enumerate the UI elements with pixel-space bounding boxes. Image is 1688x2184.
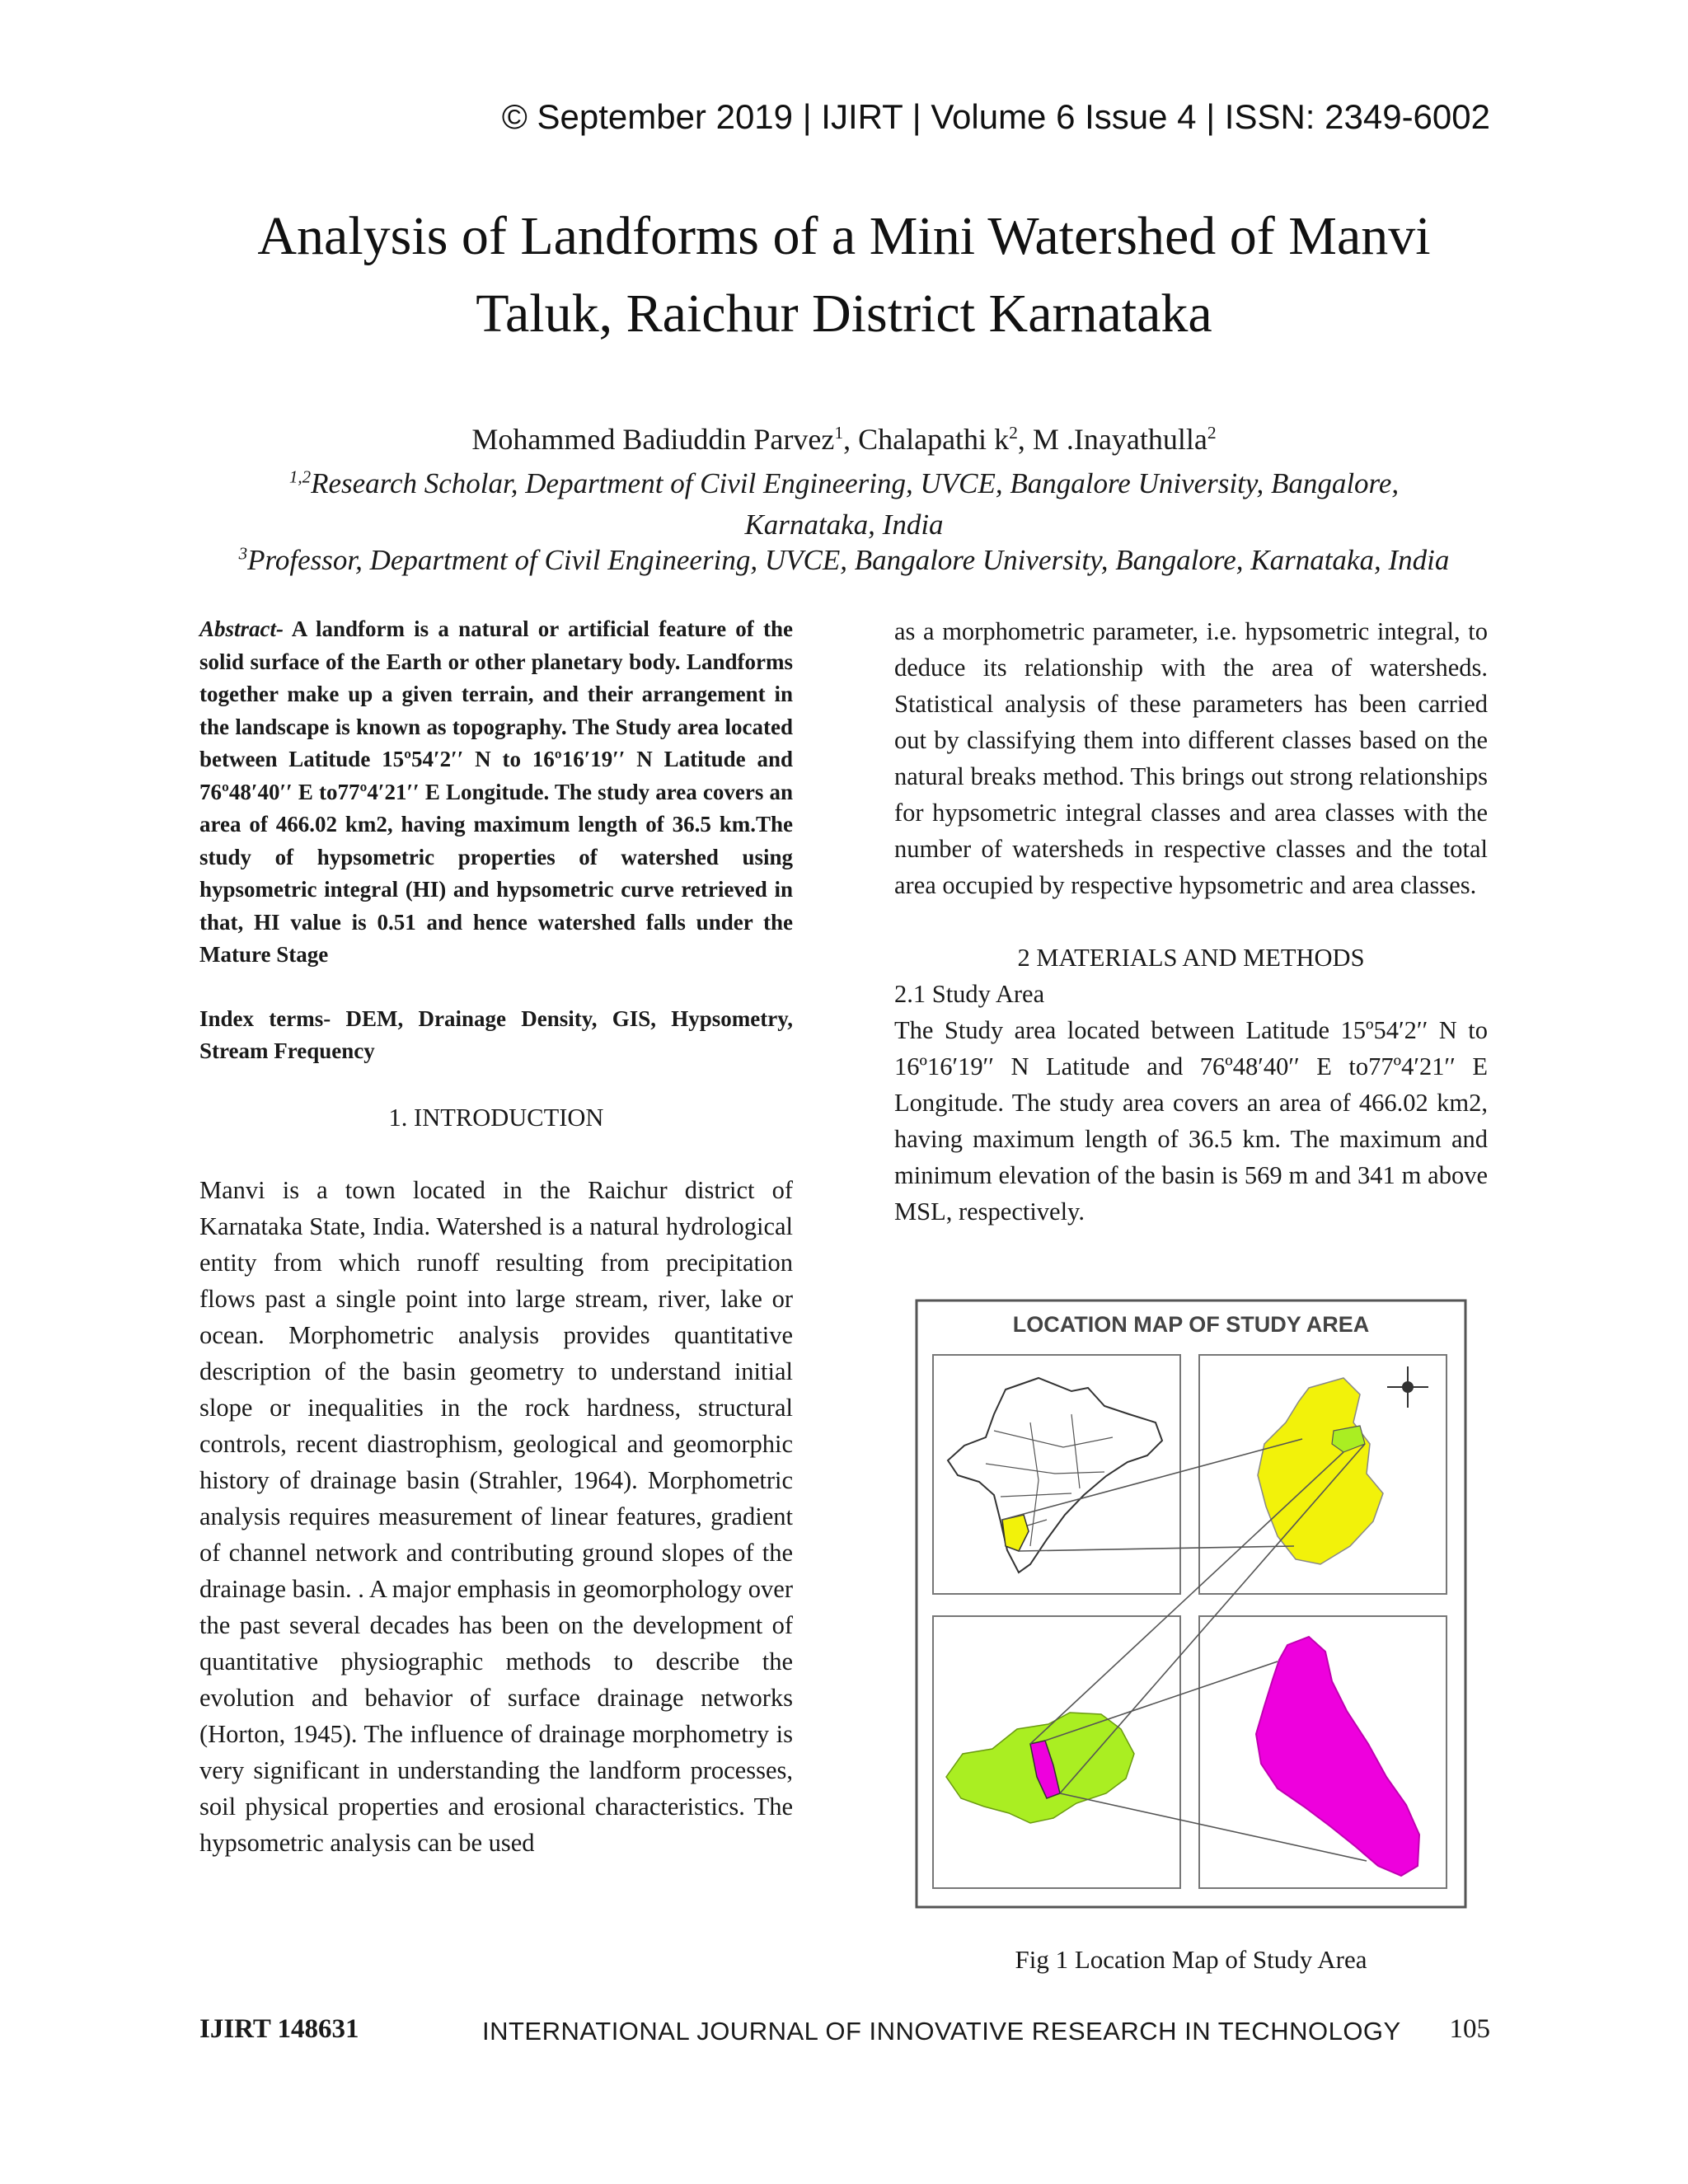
author-3-affiliation-mark: 2	[1207, 423, 1217, 443]
figure-caption: Fig 1 Location Map of Study Area	[1015, 1945, 1367, 1974]
abstract-label: Abstract-	[199, 616, 284, 641]
abstract-text: A landform is a natural or artificial feature of the solid surface of the Earth or other planetary body. Landforms together make up a given terrain, and their arrangement in the landscape is known as topography. The Study area located between Latitude 15º54′2′′ N to 16º16′19′′ N Latitude and 76º48′40′′ E to77º4′21′′ E Longitude. The study area covers an area of 466.02 km2, having maximum length of 36.5 km.The study of hypsometric properties of watershed using hypsometric integral (HI) and hypsometric curve retrieved in that, HI value is 0.51 and hence watershed falls under the Mature Stage	[199, 616, 793, 967]
abstract	[199, 613, 793, 972]
left-column	[199, 613, 793, 1861]
affiliation-1-mark: 1,2	[288, 466, 312, 487]
figure-location-map	[915, 1299, 1467, 1909]
footer-journal-name: INTERNATIONAL JOURNAL OF INNOVATIVE RESEARCH IN TECHNOLOGY	[482, 2017, 1401, 2046]
study-area-body: The Study area located between Latitude 15º54′2′′ N to 16º16′19′′ N Latitude and 76º48′40′′ E to77º4′21′′ E Longitude. The study area covers an area of 466.02 km2, having maximum length of 36.5 km. The maximum and minimum elevation of the basin is 569 m and 341 m above MSL, respectively.	[894, 1016, 1488, 1226]
author-list	[165, 422, 1523, 457]
affiliation-2-text: Professor, Department of Civil Engineering, UVCE, Bangalore University, Bangalore, Karnataka, India	[247, 544, 1450, 576]
subsection-heading-study-area: 2.1 Study Area	[894, 980, 1045, 1008]
footer-paper-id: IJIRT 148631	[199, 2014, 359, 2044]
title-line-2: Taluk, Raichur District Karnataka	[476, 284, 1212, 344]
affiliation-2-mark: 3	[238, 543, 248, 564]
affiliation-professor	[165, 544, 1523, 577]
author-2-affiliation-mark: 2	[1009, 423, 1018, 443]
section-heading-introduction: 1. INTRODUCTION	[388, 1103, 604, 1132]
affiliation-1-text-line2: Karnataka, India	[744, 509, 944, 541]
map-title: LOCATION MAP OF STUDY AREA	[1012, 1312, 1370, 1337]
location-map-graphic	[915, 1299, 1467, 1909]
author-3: , M .Inayathulla	[1017, 423, 1207, 456]
introduction-continuation: as a morphometric parameter, i.e. hypsometric integral, to deduce its relationship with the area of watersheds. Statistical analysis of these parameters has been carried out by classifying them into different classes based on the natural breaks method. This brings out strong relationships for hypsometric integral classes and area classes with the number of watersheds in respective classes and the total area occupied by respective hypsometric and area classes.	[894, 617, 1488, 899]
affiliation-research-scholar	[165, 463, 1523, 546]
paper-title	[165, 198, 1523, 353]
journal-header: © September 2019 | IJIRT | Volume 6 Issue 4 | ISSN: 2349-6002	[501, 97, 1490, 136]
affiliation-1-text: Research Scholar, Department of Civil Engineering, UVCE, Bangalore University, Bangalore,	[311, 467, 1400, 499]
author-2: , Chalapathi k	[843, 423, 1010, 456]
author-1-affiliation-mark: 1	[834, 423, 844, 443]
index-terms: Index terms- DEM, Drainage Density, GIS, Hypsometry, Stream Frequency	[199, 1005, 793, 1063]
introduction-body: Manvi is a town located in the Raichur district of Karnataka State, India. Watershed is a natural hydrological entity from which runoff resulting from precipitation flows past a single point into large stream, river, lake or ocean. Morphometric analysis provides quantitative description of the basin geometry to understand initial slope or inequalities in the rock hardness, structural controls, recent diastrophism, geological and geomorphic history of drainage basin (Strahler, 1964). Morphometric analysis requires measurement of linear features, gradient of channel network and contributing ground slopes of the drainage basin. . A major emphasis in geomorphology over the past several decades has been on the development of quantitative physiographic methods to describe the evolution and behavior of surface drainage networks (Horton, 1945). The influence of drainage morphometry is very significant in understanding the landform processes, soil physical properties and erosional characteristics. The hypsometric analysis can be used	[199, 1175, 793, 1857]
title-line-1: Analysis of Landforms of a Mini Watershed of Manvi	[257, 206, 1431, 266]
right-column	[894, 613, 1488, 1230]
section-heading-methods: 2 MATERIALS AND METHODS	[1017, 944, 1365, 972]
footer-page-number: 105	[1449, 2014, 1490, 2044]
author-1: Mohammed Badiuddin Parvez	[471, 423, 835, 456]
